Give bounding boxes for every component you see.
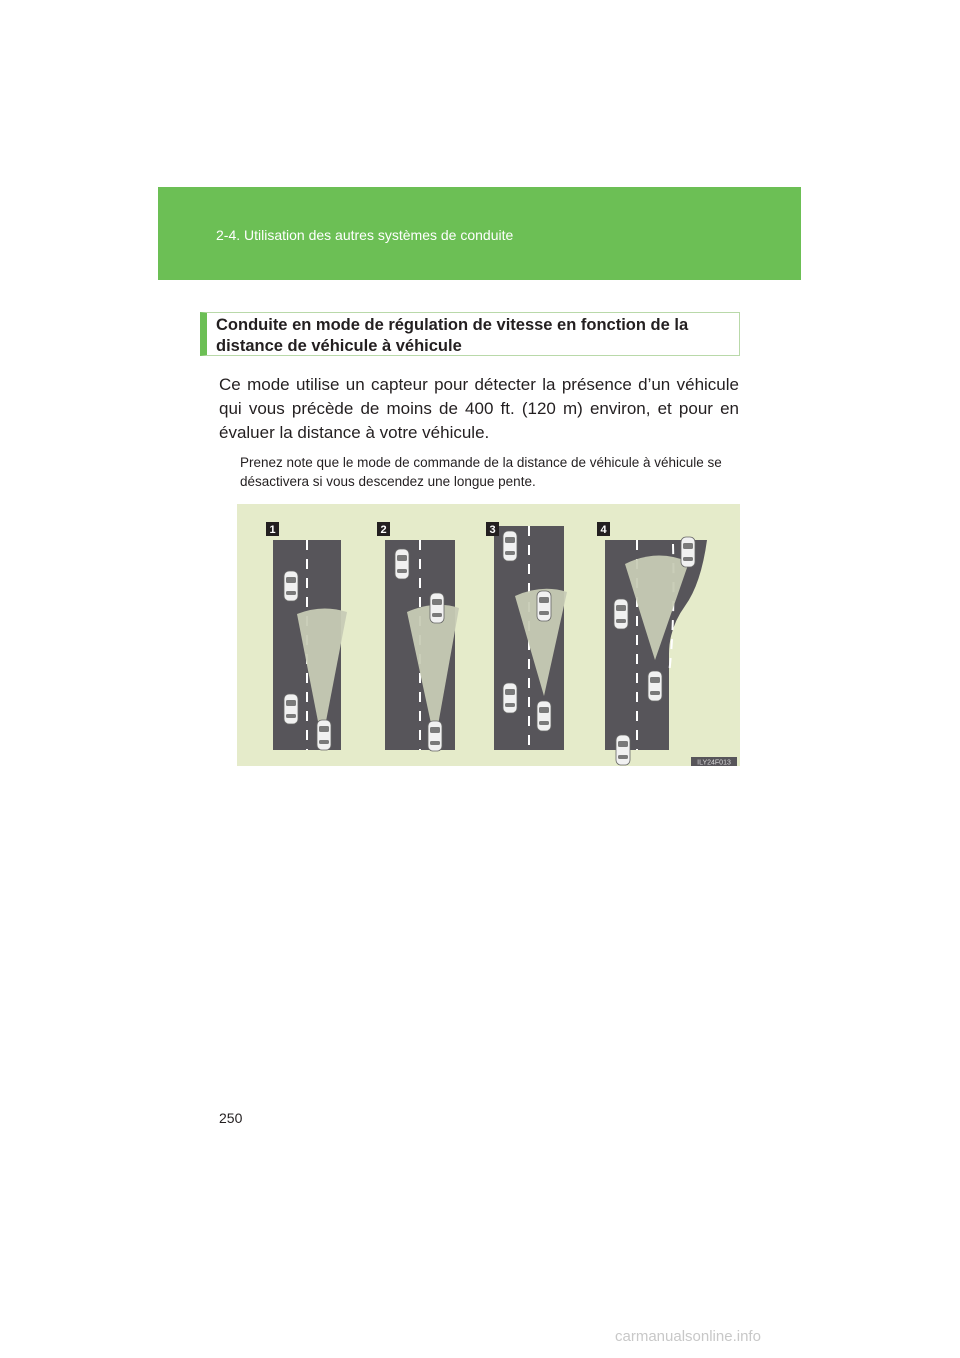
panel-3 (494, 526, 567, 750)
car-icon (537, 591, 551, 621)
panel-badge-4 (597, 522, 610, 536)
body-paragraph: Ce mode utilise un capteur pour détecter la présence d’un véhicule qui vous précède de moins de 400 ft. (120 m) environ, et pour en évaluer la distance à votre véhicule. (219, 375, 739, 442)
car-icon (614, 599, 628, 629)
note-paragraph: Prenez note que le mode de commande de la distance de véhicule à véhicule se désactivera si vous descendez une longue pente. (240, 455, 722, 489)
car-icon (428, 721, 442, 751)
car-icon (616, 735, 630, 765)
car-icon (430, 593, 444, 623)
svg-text:ILY24F013: ILY24F013 (697, 759, 731, 766)
radar-illustration (237, 504, 740, 766)
car-icon (317, 720, 331, 750)
car-icon (503, 531, 517, 561)
car-icon (395, 549, 409, 579)
car-icon (537, 701, 551, 731)
car-icon (648, 671, 662, 701)
panel-1 (273, 540, 347, 750)
car-icon (503, 683, 517, 713)
figure-code (691, 757, 737, 766)
car-icon (284, 694, 298, 724)
svg-text:4: 4 (600, 524, 607, 536)
section-heading: Conduite en mode de régulation de vitesse en fonction de la distance de véhicule à véhicule (200, 312, 740, 356)
car-icon (681, 537, 695, 567)
panel-4 (605, 537, 707, 765)
section-title: 2-4. Utilisation des autres systèmes de conduite (216, 227, 514, 243)
svg-text:2: 2 (380, 524, 387, 536)
svg-text:1: 1 (269, 524, 276, 536)
car-icon (284, 571, 298, 601)
watermark: carmanualsonline.info (615, 1328, 761, 1345)
panel-2 (385, 540, 459, 751)
chapter-header-band (158, 187, 801, 280)
panel-badge-2 (377, 522, 390, 536)
page-number: 250 (219, 1110, 243, 1126)
panel-badge-3 (486, 522, 499, 536)
svg-text:3: 3 (489, 524, 496, 536)
panel-badge-1 (266, 522, 279, 536)
